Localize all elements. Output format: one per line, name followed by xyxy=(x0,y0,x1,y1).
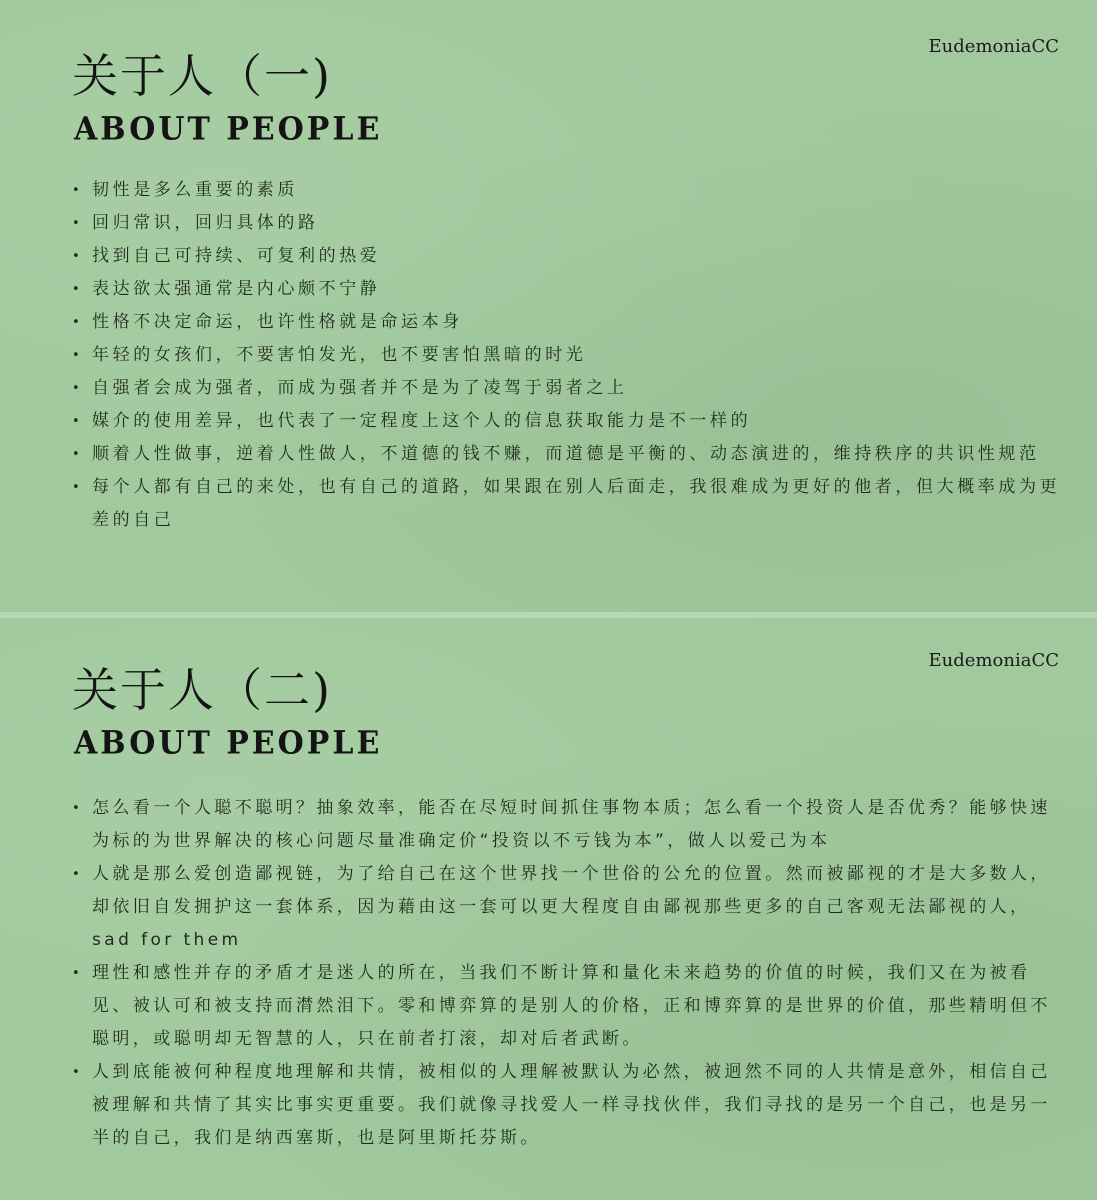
list-item: • 怎么看一个人聪不聪明？抽象效率，能否在尽短时间抓住事物本质；怎么看一个投资人是否优秀？能够快速为标的为世界解决的核心问题尽量准确定价“投资以不亏钱为本”，做人以爱己为本 xyxy=(72,792,1062,858)
list-item: • 人到底能被何种程度地理解和共情，被相似的人理解被默认为必然，被迥然不同的人共情是意外，相信自己被理解和共情了其实比事实更重要。我们就像寻找爱人一样寻找伙伴，我们寻找的是另一个自己，也是另一半的自己，我们是纳西塞斯，也是阿里斯托芬斯。 xyxy=(72,1056,1062,1155)
bullet-list xyxy=(72,174,1062,537)
page-subtitle: ABOUT PEOPLE xyxy=(74,725,383,762)
list-item: • 每个人都有自己的来处，也有自己的道路，如果跟在别人后面走，我很难成为更好的他者，但大概率成为更差的自己 xyxy=(72,471,1062,537)
list-item: • 人就是那么爱创造鄙视链，为了给自己在这个世界找一个世俗的公允的位置。然而被鄙视的才是大多数人，却依旧自发拥护这一套体系，因为藉由这一套可以更大程度自由鄙视那些更多的自己客观无法鄙视的人，sad for them xyxy=(72,858,1062,957)
list-item: • 韧性是多么重要的素质 xyxy=(72,174,1062,207)
list-item: • 自强者会成为强者，而成为强者并不是为了凌驾于弱者之上 xyxy=(72,372,1062,405)
page-subtitle: ABOUT PEOPLE xyxy=(74,111,383,148)
list-item: • 顺着人性做事，逆着人性做人，不道德的钱不赚，而道德是平衡的、动态演进的，维持秩序的共识性规范 xyxy=(72,438,1062,471)
list-item: • 回归常识，回归具体的路 xyxy=(72,207,1062,240)
brand-watermark: EudemoniaCC xyxy=(928,36,1059,57)
list-item: • 媒介的使用差异，也代表了一定程度上这个人的信息获取能力是不一样的 xyxy=(72,405,1062,438)
bullet-list xyxy=(72,792,1062,1155)
list-item: • 理性和感性并存的矛盾才是迷人的所在，当我们不断计算和量化未来趋势的价值的时候，我们又在为被看见、被认可和被支持而潸然泪下。零和博弈算的是别人的价格，正和博弈算的是世界的价值，那些精明但不聪明，或聪明却无智慧的人，只在前者打滚，却对后者武断。 xyxy=(72,957,1062,1056)
list-item: • 性格不决定命运，也许性格就是命运本身 xyxy=(72,306,1062,339)
page-title: 关于人（一) xyxy=(72,49,332,103)
list-item: • 找到自己可持续、可复利的热爱 xyxy=(72,240,1062,273)
list-item: • 年轻的女孩们，不要害怕发光，也不要害怕黑暗的时光 xyxy=(72,339,1062,372)
list-item: • 表达欲太强通常是内心颇不宁静 xyxy=(72,273,1062,306)
card-about-people-2 xyxy=(0,618,1097,1200)
page-title: 关于人（二) xyxy=(72,663,332,717)
brand-watermark: EudemoniaCC xyxy=(928,650,1059,671)
